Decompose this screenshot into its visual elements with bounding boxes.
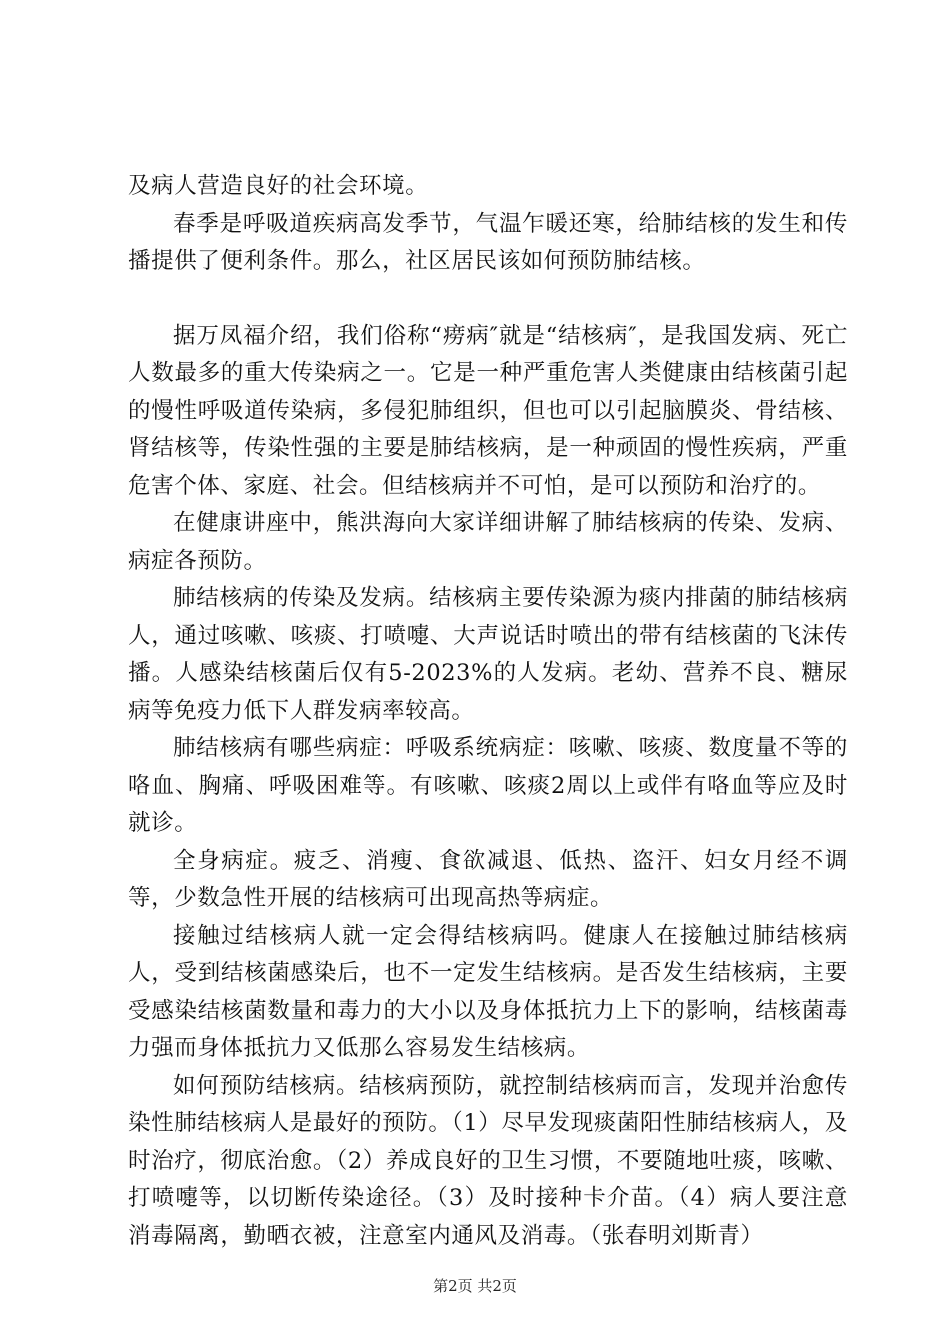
page-footer: 第2页 共2页 [433,1277,517,1295]
paragraph-spring-season: 春季是呼吸道疾病高发季节，气温乍暖还寒，给肺结核的发生和传播提供了便利条件。那么，社区居民该如何预防肺结核。 [128,210,848,274]
paragraph-systemic-symptoms: 全身病症。疲乏、消瘦、食欲减退、低热、盗汗、妇女月经不调等，少数急性开展的结核病可出现高热等病症。 [128,847,848,911]
paragraph-respiratory-symptoms: 肺结核病有哪些病症：呼吸系统病症：咳嗽、咳痰、数度量不等的咯血、胸痛、呼吸困难等。有咳嗽、咳痰2周以上或伴有咯血等应及时就诊。 [128,735,848,836]
paragraph-health-lecture: 在健康讲座中，熊洪海向大家详细讲解了肺结核病的传染、发病、病症各预防。 [128,510,848,574]
paragraph-continuation: 及病人营造良好的社会环境。 [128,173,429,199]
paragraph-transmission: 肺结核病的传染及发病。结核病主要传染源为痰内排菌的肺结核病人，通过咳嗽、咳痰、打喷嚏、大声说话时喷出的带有结核菌的飞沫传播。人感染结核菌后仅有5-2023%的人发病。老幼、营养不良、糖尿病等免疫力低下人群发病率较高。 [128,585,848,724]
paragraph-introduction: 据万凤福介绍，我们俗称“痨病″就是“结核病″，是我国发病、死亡人数最多的重大传染病之一。它是一种严重危害人类健康由结核菌引起的慢性呼吸道传染病，多侵犯肺组织，但也可以引起脑膜炎、骨结核、肾结核等，传染性强的主要是肺结核病，是一种顽固的慢性疾病，严重危害个体、家庭、社会。但结核病并不可怕，是可以预防和治疗的。 [128,322,848,499]
paragraph-prevention: 如何预防结核病。结核病预防，就控制结核病而言，发现并治愈传染性肺结核病人是最好的预防。（1）尽早发现痰菌阳性肺结核病人，及时治疗，彻底治愈。（2）养成良好的卫生习惯，不要随地吐痰，咳嗽、打喷嚏等，以切断传染途径。（3）及时接种卡介苗。（4）病人要注意消毒隔离，勤晒衣被，注意室内通风及消毒。（张春明刘斯青） [128,1072,848,1249]
document-body [128,168,848,1255]
paragraph-contact-risk: 接触过结核病人就一定会得结核病吗。健康人在接触过肺结核病人，受到结核菌感染后，也不一定发生结核病。是否发生结核病，主要受感染结核菌数量和毒力的大小以及身体抵抗力上下的影响，结核菌毒力强而身体抵抗力又低那么容易发生结核病。 [128,922,848,1061]
